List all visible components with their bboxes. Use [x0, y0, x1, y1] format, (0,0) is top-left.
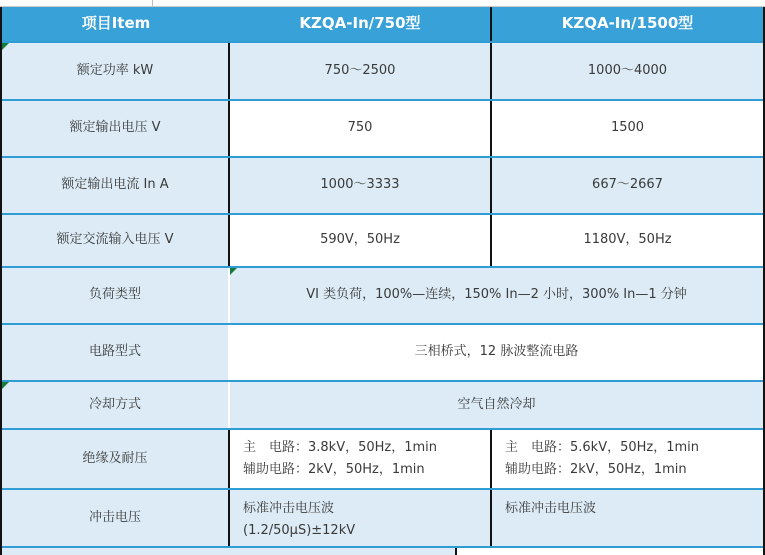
page-top-margin — [0, 0, 765, 7]
grid-remnant-tick — [152, 0, 153, 6]
value-line: 主 电路：5.6kV，50Hz，1min — [505, 440, 700, 455]
row-label-text: 额定功率 kW — [76, 62, 154, 78]
spec-value-1500-model: 1180V，50Hz — [492, 215, 763, 266]
row-label-text: 冷却方式 — [88, 396, 141, 412]
spec-value-750-model — [230, 430, 492, 488]
spec-value-1500-model: 1000～4000 — [492, 43, 763, 99]
spec-row-label: 额定交流输入电压 V — [2, 215, 230, 266]
table-row — [2, 268, 763, 325]
spec-row-label: 额定输出电流 In A — [2, 158, 230, 213]
table-row — [2, 101, 763, 158]
col-header-1500-model: KZQA-In/1500型 — [492, 7, 763, 41]
product-spec-table — [0, 7, 765, 555]
spec-value-1500-model — [492, 490, 763, 546]
cell-corner-marker-icon — [2, 382, 9, 389]
table-row — [2, 215, 763, 268]
spec-value-750-model: 590V，50Hz — [230, 215, 492, 266]
spec-value-1500-model: 1500 — [492, 101, 763, 156]
table-row — [2, 382, 763, 430]
spec-value-1500-model: 667～2667 — [492, 158, 763, 213]
value-line: 主 电路：3.8kV，50Hz，1min — [243, 440, 438, 455]
next-row-cutoff-right-cell — [457, 548, 763, 555]
table-row — [2, 158, 763, 215]
spec-row-label: 绝缘及耐压 — [2, 430, 230, 488]
spec-value-750-model: 750 — [230, 101, 492, 156]
spec-value-750-model: 1000～3333 — [230, 158, 492, 213]
table-row — [2, 43, 763, 101]
value-line: 标准冲击电压波 — [243, 501, 335, 516]
spec-value-merged — [230, 268, 763, 323]
value-line: 辅助电路：2kV，50Hz，1min — [243, 462, 425, 477]
spec-row-label: 电路型式 — [2, 325, 230, 380]
table-row — [2, 490, 763, 548]
spec-row-label — [2, 382, 230, 428]
spec-value-1500-model — [492, 430, 763, 488]
spec-row-label: 冲击电压 — [2, 490, 230, 546]
next-row-cutoff — [2, 548, 763, 555]
merged-value-text: VI 类负荷，100%—连续，150% In—2 小时，300% In—1 分钟 — [306, 287, 687, 303]
spec-value-750-model — [230, 490, 492, 546]
spec-value-750-model: 750～2500 — [230, 43, 492, 99]
table-row — [2, 430, 763, 490]
value-line: 辅助电路：2kV，50Hz，1min — [505, 462, 687, 477]
spec-row-label — [2, 43, 230, 99]
spec-value-merged: 三相桥式，12 脉波整流电路 — [230, 325, 763, 380]
value-line: (1.2/50μS)±12kV — [243, 523, 356, 538]
value-line: 标准冲击电压波 — [505, 501, 597, 516]
spec-row-label: 额定输出电压 V — [2, 101, 230, 156]
col-header-750-model: KZQA-In/750型 — [230, 7, 492, 41]
cell-corner-marker-icon — [230, 268, 237, 275]
spec-row-label: 负荷类型 — [2, 268, 230, 323]
spec-value-merged: 空气自然冷却 — [230, 382, 763, 428]
table-header-row — [2, 7, 763, 43]
cell-corner-marker-icon — [2, 43, 9, 50]
col-header-item: 项目Item — [2, 7, 230, 41]
next-row-cutoff-left-cell — [2, 548, 457, 555]
table-row — [2, 325, 763, 382]
